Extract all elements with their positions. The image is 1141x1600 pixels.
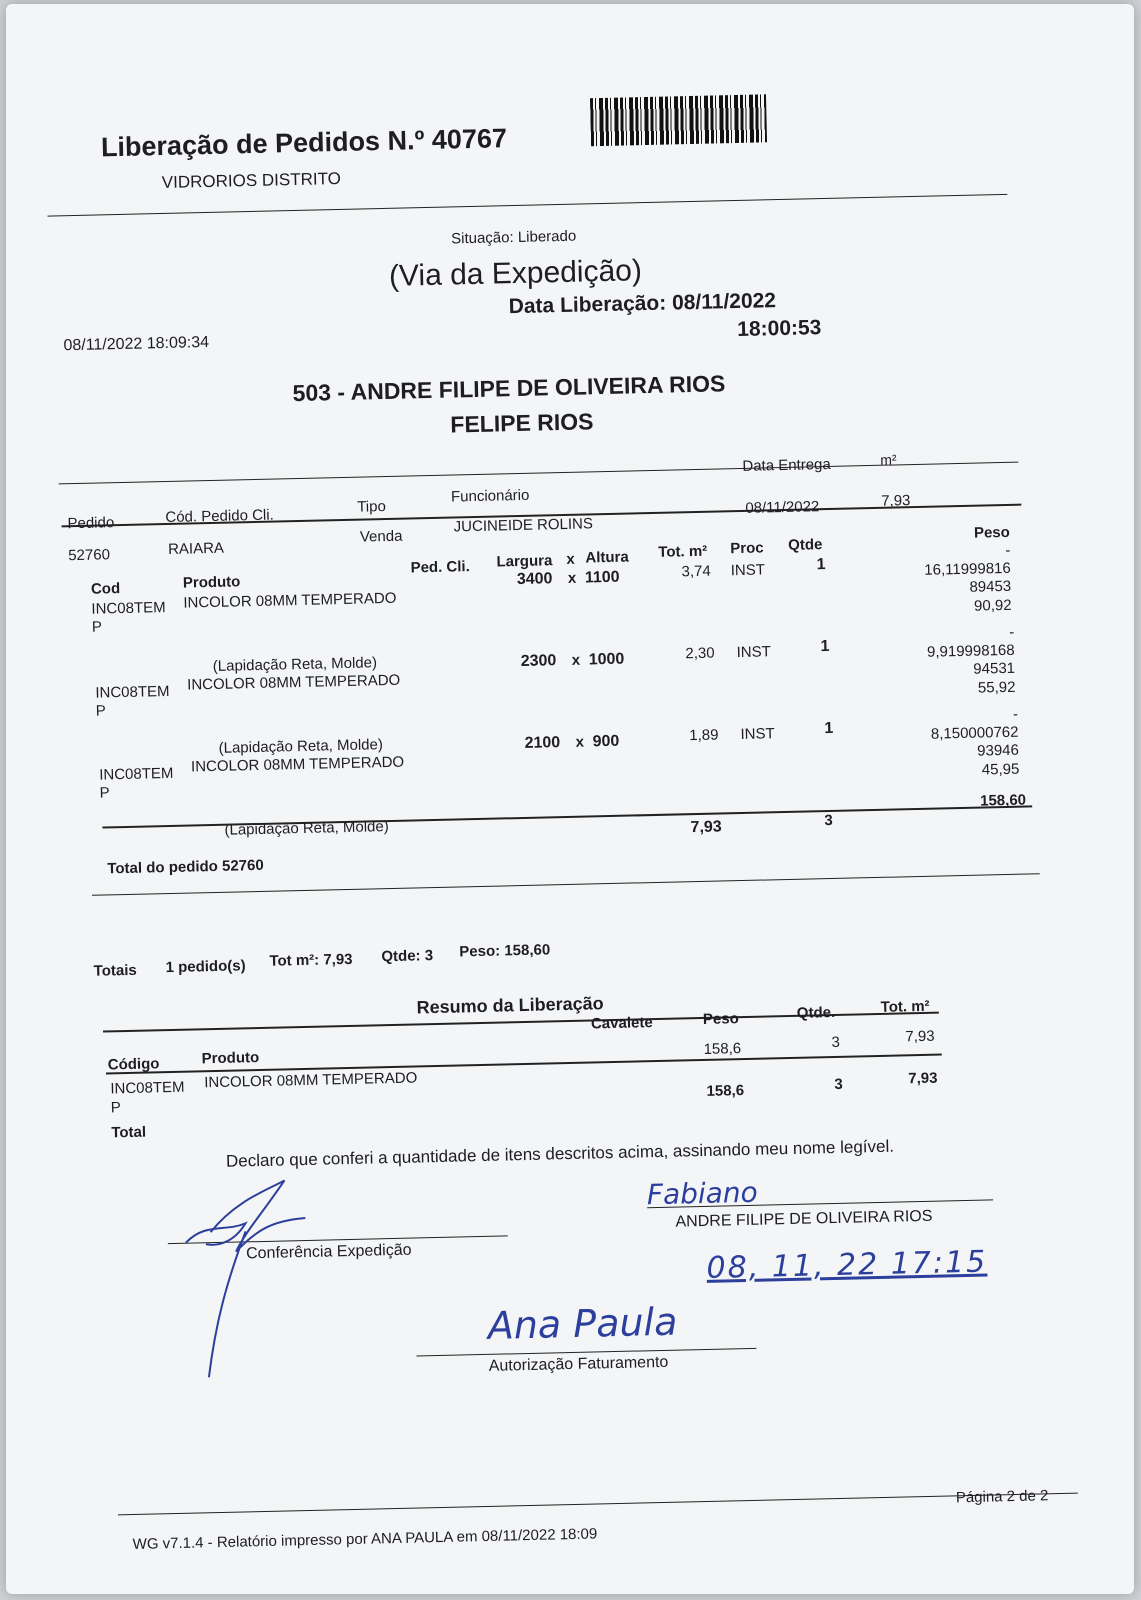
label-data-entrega: Data Entrega xyxy=(742,455,831,475)
item-peso-dash: - xyxy=(1012,705,1019,723)
situation-status: Situação: Liberado xyxy=(450,227,577,248)
declaration-text: Declaro que conferi a quantidade de itens descritos acima, assinando meu nome legível. xyxy=(225,1136,895,1171)
printed-by: WG v7.1.4 - Relatório impresso por ANA PAULA em 08/11/2022 18:09 xyxy=(132,1525,598,1554)
item-cod-suffix: P xyxy=(99,784,110,802)
item-qtde: 1 xyxy=(820,637,830,656)
item-proc: INST xyxy=(740,725,775,744)
item-x: x xyxy=(571,651,581,669)
item-qtde: 1 xyxy=(816,556,826,574)
item-cod-suffix: P xyxy=(91,618,103,636)
summary-title: Resumo da Liberação xyxy=(416,993,604,1018)
label-m2: m² xyxy=(880,451,897,468)
item-peso-dash: - xyxy=(1005,541,1011,559)
divider xyxy=(102,805,1032,828)
summary-total-qtde: 3 xyxy=(834,1075,843,1093)
summary-col-codigo: Código xyxy=(107,1055,160,1074)
summary-total-tot-m2: 7,93 xyxy=(908,1069,938,1088)
page-number: Página 2 de 2 xyxy=(955,1487,1049,1507)
item-peso: 8,150000762 xyxy=(930,723,1019,743)
item-altura: 1100 xyxy=(584,568,620,587)
client-handwritten-signature: Fabiano xyxy=(646,1175,759,1212)
item-produto: INCOLOR 08MM TEMPERADO xyxy=(190,753,405,776)
item-proc: INST xyxy=(736,643,771,662)
item-cod: INC08TEM xyxy=(95,682,170,702)
release-time: 18:00:53 xyxy=(737,316,822,341)
document-title: Liberação de Pedidos N.º 40767 xyxy=(100,123,508,163)
signature-conferencia xyxy=(164,1160,319,1383)
order-total-m2: 7,93 xyxy=(690,818,722,837)
item-obs: (Lapidação Reta, Molde) xyxy=(224,818,389,839)
col-peso: Peso xyxy=(973,523,1011,542)
summary-produto: INCOLOR 08MM TEMPERADO xyxy=(204,1069,418,1092)
divider xyxy=(48,194,1008,217)
col-tot-m2: Tot. m² xyxy=(658,542,708,561)
summary-codigo: INC08TEM xyxy=(110,1078,185,1098)
label-tipo: Tipo xyxy=(357,498,387,516)
summary-col-peso: Peso xyxy=(702,1010,739,1028)
summary-col-cavalete: Cavalete xyxy=(590,1014,653,1033)
item-produto: INCOLOR 08MM TEMPERADO xyxy=(183,589,397,612)
item-tot-m2: 1,89 xyxy=(689,726,719,745)
item-peso: 16,11999816 xyxy=(924,559,1011,579)
client-name: ANDRE FILIPE DE OLIVEIRA RIOS xyxy=(675,1207,933,1231)
document-page xyxy=(6,4,1134,1594)
item-x: x xyxy=(575,733,585,751)
col-qtde: Qtde xyxy=(787,536,823,554)
item-largura: 2300 xyxy=(520,652,557,670)
divider xyxy=(59,462,1019,485)
item-peso-dash: - xyxy=(1009,623,1015,641)
label-pedido: Pedido xyxy=(67,514,115,533)
summary-qtde: 3 xyxy=(831,1033,841,1052)
summary-col-qtde: Qtde. xyxy=(796,1003,836,1022)
order-type: Venda xyxy=(359,527,403,546)
item-proc: INST xyxy=(730,561,766,580)
employee-name: JUCINEIDE ROLINS xyxy=(453,515,594,536)
order-number: 52760 xyxy=(68,546,111,565)
divider xyxy=(92,873,1040,896)
summary-tot-m2: 7,93 xyxy=(905,1027,935,1046)
totals-m2: Tot m²: 7,93 xyxy=(269,950,353,970)
item-produto: INCOLOR 08MM TEMPERADO xyxy=(187,671,401,694)
item-cod: INC08TEM xyxy=(91,599,166,618)
col-x: x xyxy=(566,550,575,568)
summary-total-label: Total xyxy=(111,1123,147,1142)
autorizacao-handwritten-signature: Ana Paula xyxy=(487,1299,678,1348)
col-altura: Altura xyxy=(585,548,629,567)
item-largura: 3400 xyxy=(516,570,553,589)
totals-qtde: Qtde: 3 xyxy=(381,947,434,966)
summary-col-produto: Produto xyxy=(201,1049,260,1068)
release-date: Data Liberação: 08/11/2022 xyxy=(508,289,777,319)
conferencia-label: Conferência Expedição xyxy=(245,1241,412,1263)
item-tot-m2: 2,30 xyxy=(685,644,715,663)
label-funcionario: Funcionário xyxy=(450,486,530,506)
handwritten-date: 08, 11, 22 17:15 xyxy=(706,1244,988,1286)
order-total-qtde: 3 xyxy=(824,811,833,830)
item-tot-m2: 3,74 xyxy=(681,562,711,581)
item-cod-suffix: P xyxy=(95,702,106,720)
document-sheet xyxy=(6,4,1134,1594)
summary-peso: 158,6 xyxy=(703,1040,742,1058)
via-label: (Via da Expedição) xyxy=(388,254,643,293)
order-total-peso: 158,60 xyxy=(979,791,1027,810)
item-largura: 2100 xyxy=(524,734,561,752)
label-cod-pedido-cli: Cód. Pedido Cli. xyxy=(165,506,274,527)
order-m2: 7,93 xyxy=(881,492,911,510)
summary-codigo-suffix: P xyxy=(110,1099,121,1117)
item-peso-total: 45,95 xyxy=(981,760,1020,779)
printed-timestamp: 08/11/2022 18:09:34 xyxy=(63,333,210,355)
col-proc: Proc xyxy=(730,539,764,558)
footer-divider xyxy=(118,1493,1078,1516)
totals-pedidos: 1 pedido(s) xyxy=(165,957,246,977)
item-peso-total: 55,92 xyxy=(977,678,1016,697)
item-obs: (Lapidação Reta, Molde) xyxy=(212,654,378,675)
item-peso-cont: 94531 xyxy=(973,659,1016,678)
item-altura: 900 xyxy=(592,732,620,751)
item-cod: INC08TEM xyxy=(99,764,174,784)
summary-total-peso: 158,6 xyxy=(706,1082,745,1100)
item-obs: (Lapidação Reta, Molde) xyxy=(218,736,384,757)
totals-label: Totais xyxy=(93,961,137,980)
col-largura: Largura xyxy=(496,552,553,571)
item-peso: 9,919998168 xyxy=(926,641,1015,661)
item-x: x xyxy=(567,569,577,587)
col-ped-cli: Ped. Cli. xyxy=(410,558,470,577)
client-order-code: RAIARA xyxy=(167,539,225,558)
barcode xyxy=(590,94,767,146)
item-qtde: 1 xyxy=(824,719,834,738)
summary-col-tot-m2: Tot. m² xyxy=(880,997,930,1016)
company-name: VIDRORIOS DISTRITO xyxy=(161,168,342,193)
delivery-date: 08/11/2022 xyxy=(745,498,820,517)
item-peso-cont: 89453 xyxy=(969,577,1012,596)
col-cod: Cod xyxy=(90,580,121,598)
customer-nickname: FELIPE RIOS xyxy=(450,408,594,438)
customer-name: 503 - ANDRE FILIPE DE OLIVEIRA RIOS xyxy=(292,370,726,407)
item-altura: 1000 xyxy=(588,650,625,669)
item-peso-cont: 93946 xyxy=(976,741,1020,760)
col-produto: Produto xyxy=(182,573,241,592)
totals-peso: Peso: 158,60 xyxy=(459,941,551,961)
order-total-label: Total do pedido 52760 xyxy=(107,856,264,878)
autorizacao-label: Autorização Faturamento xyxy=(488,1353,669,1375)
item-peso-total: 90,92 xyxy=(973,596,1012,615)
